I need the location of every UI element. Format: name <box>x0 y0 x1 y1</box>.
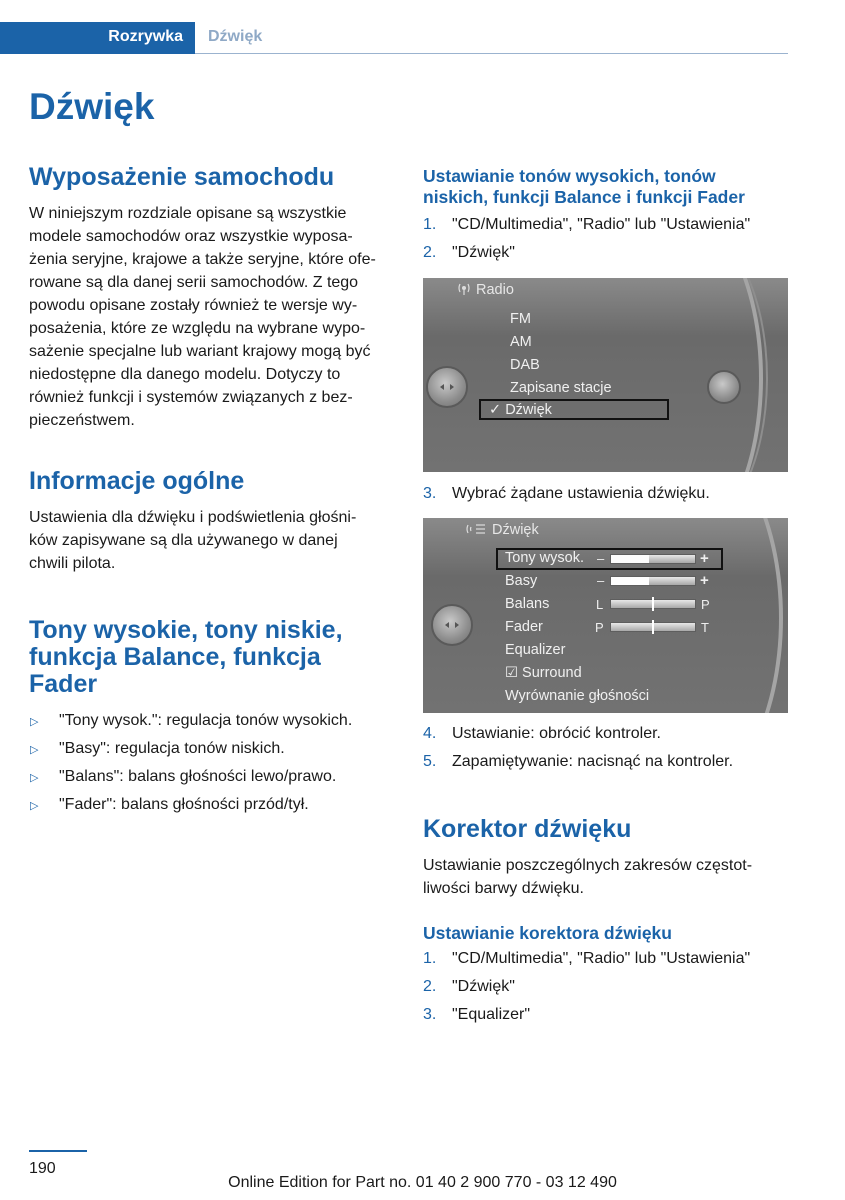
steps-4-5-list <box>423 720 798 776</box>
tab-rozrywka[interactable] <box>0 22 195 54</box>
step-number: 1. <box>423 950 437 967</box>
steps-list <box>423 211 798 267</box>
screen-title-text: Dźwięk <box>492 522 539 538</box>
bullet-list <box>29 707 401 819</box>
menu-item-sound[interactable] <box>489 402 552 418</box>
list-item <box>29 763 401 791</box>
step-text: Ustawianie: obrócić kontroler. <box>452 725 661 742</box>
setting-balance[interactable]: Balans <box>505 596 550 612</box>
heading-ustawianie-tonow <box>423 166 798 208</box>
paragraph-wyposazenie <box>29 202 401 432</box>
step-number: 3. <box>423 1006 437 1023</box>
step-number: 2. <box>423 244 437 261</box>
section-tony <box>29 617 401 819</box>
bullet-text: "Fader": balans głośności przód/tył. <box>59 796 309 813</box>
text-line: chwili pilota. <box>29 555 116 572</box>
minus-icon: – <box>597 551 605 566</box>
arrows-icon <box>433 606 471 644</box>
check-icon: ✓ <box>489 402 502 418</box>
heading-line: Tony wysokie, tony niskie, <box>29 616 343 644</box>
menu-item-am[interactable]: AM <box>510 334 532 350</box>
setting-treble[interactable]: Tony wysok. <box>505 550 584 566</box>
heading-line: funkcja Balance, funkcja <box>29 643 321 671</box>
menu-item-dab[interactable]: DAB <box>510 357 540 373</box>
sound-settings-screenshot <box>423 518 788 713</box>
step-text: "CD/Multimedia", "Radio" lub "Ustawienia" <box>452 950 751 967</box>
step-text: "CD/Multimedia", "Radio" lub "Ustawienia" <box>452 216 751 233</box>
text-line: niedostępne dla danego modelu. Dotyczy to <box>29 366 341 383</box>
step-number: 4. <box>423 725 437 742</box>
list-item <box>423 720 798 748</box>
menu-item-fm[interactable]: FM <box>510 311 531 327</box>
list-item <box>423 748 798 776</box>
text-line: modele samochodów oraz wszystkie wyposa‐ <box>29 228 353 245</box>
step-text: "Equalizer" <box>452 1006 531 1023</box>
section-ustawianie-tonow <box>423 166 798 267</box>
text-line: powodu opisane zostały również te wersje wy‐ <box>29 297 358 314</box>
text-line: żenia seryjne, krajowe a także seryjne, które ofe‐ <box>29 251 376 268</box>
radio-icon <box>455 282 473 296</box>
heading-line: niskich, funkcji Balance i funkcji Fader <box>423 187 745 207</box>
setting-fader[interactable]: Fader <box>505 619 543 635</box>
step-text: "Dźwięk" <box>452 978 515 995</box>
section-ustawianie-korektora <box>423 923 798 1029</box>
triangle-bullet-icon: ▷ <box>30 716 39 728</box>
radio-menu-screenshot <box>423 278 788 472</box>
decorative-arc <box>598 278 768 472</box>
setting-surround-label: Surround <box>522 665 582 681</box>
step-text: Zapamiętywanie: nacisnąć na kontroler. <box>452 753 734 770</box>
list-item <box>29 791 401 819</box>
tab-dzwiek[interactable]: Dźwięk <box>208 28 263 45</box>
triangle-bullet-icon: ▷ <box>30 800 39 812</box>
setting-surround[interactable] <box>505 665 582 681</box>
step-number: 2. <box>423 978 437 995</box>
setting-loudness[interactable]: Wyrównanie głośności <box>505 688 650 704</box>
paragraph-korektor <box>423 854 798 900</box>
heading-ustawianie-korektora: Ustawianie korektora dźwięku <box>423 923 672 943</box>
text-line: rowane są dla danej serii samochodów. Z tego <box>29 274 359 291</box>
list-item <box>423 211 798 239</box>
step-number: 3. <box>423 485 437 502</box>
heading-line: Fader <box>29 670 98 698</box>
list-item <box>423 973 798 1001</box>
steps-list <box>423 945 798 1029</box>
list-item <box>423 480 798 508</box>
text-line: Ustawienia dla dźwięku i podświetlenia głośni‐ <box>29 509 357 526</box>
text-line: ków zapisywane są dla używanego w danej <box>29 532 338 549</box>
minus-icon: – <box>597 573 605 588</box>
page-title: Dźwięk <box>29 86 155 127</box>
heading-korektor: Korektor dźwięku <box>423 815 632 843</box>
fader-front-label: P <box>595 620 604 635</box>
section-korektor <box>423 816 798 900</box>
section-informacje <box>29 468 401 575</box>
list-item <box>423 945 798 973</box>
checkbox-checked-icon: ☑ <box>505 665 518 681</box>
plus-icon: + <box>700 572 709 589</box>
text-line: liwości barwy dźwięku. <box>423 880 584 897</box>
step-number: 1. <box>423 216 437 233</box>
edition-note: Online Edition for Part no. 01 40 2 900 770 - 03 12 490 <box>228 1174 617 1191</box>
text-line: sażenie specjalne lub wariant krajowy mogą być <box>29 343 371 360</box>
plus-icon: + <box>700 550 709 567</box>
controller-knob-icon <box>426 366 468 408</box>
bullet-text: "Tony wysok.": regulacja tonów wysokich. <box>59 712 353 729</box>
setting-equalizer[interactable]: Equalizer <box>505 642 566 658</box>
step-text: "Dźwięk" <box>452 244 515 261</box>
heading-wyposazenie: Wyposażenie samochodu <box>29 163 335 191</box>
bullet-text: "Balans": balans głośności lewo/prawo. <box>59 768 337 785</box>
heading-tony <box>29 617 401 698</box>
heading-informacje: Informacje ogólne <box>29 467 245 495</box>
screen-title-text: Radio <box>476 282 514 298</box>
arrows-icon <box>428 368 466 406</box>
step-number: 5. <box>423 753 437 770</box>
paragraph-informacje <box>29 506 401 575</box>
section-wyposazenie <box>29 164 401 432</box>
step-text: Wybrać żądane ustawienia dźwięku. <box>452 485 710 502</box>
text-line: W niniejszym rozdziale opisane są wszystkie <box>29 205 347 222</box>
text-line: Ustawianie poszczególnych zakresów częstot‐ <box>423 857 753 874</box>
page-number: 190 <box>29 1160 56 1177</box>
controller-knob-icon <box>431 604 473 646</box>
list-item <box>423 239 798 267</box>
text-line: również funkcji i systemów związanych z bez‐ <box>29 389 353 406</box>
fader-rear-label: T <box>701 620 709 635</box>
triangle-bullet-icon: ▷ <box>30 772 39 784</box>
step-3-list <box>423 480 798 508</box>
text-line: pieczeństwem. <box>29 412 135 429</box>
sound-settings-icon <box>465 522 489 536</box>
tab-rozrywka-label: Rozrywka <box>108 28 183 45</box>
list-item <box>29 735 401 763</box>
balance-left-label: L <box>596 597 604 612</box>
header-divider <box>195 53 788 54</box>
setting-bass[interactable]: Basy <box>505 573 538 589</box>
list-item <box>423 1001 798 1029</box>
decorative-arc <box>573 518 783 713</box>
bullet-text: "Basy": regulacja tonów niskich. <box>59 740 285 757</box>
footer-divider <box>29 1150 87 1152</box>
menu-item-saved-stations[interactable]: Zapisane stacje <box>510 380 612 396</box>
heading-line: Ustawianie tonów wysokich, tonów <box>423 166 716 186</box>
text-line: posażenia, które ze względu na wybrane wypo‐ <box>29 320 366 337</box>
balance-right-label: P <box>701 597 710 612</box>
triangle-bullet-icon: ▷ <box>30 744 39 756</box>
list-item <box>29 707 401 735</box>
menu-item-sound-label: Dźwięk <box>505 402 552 418</box>
